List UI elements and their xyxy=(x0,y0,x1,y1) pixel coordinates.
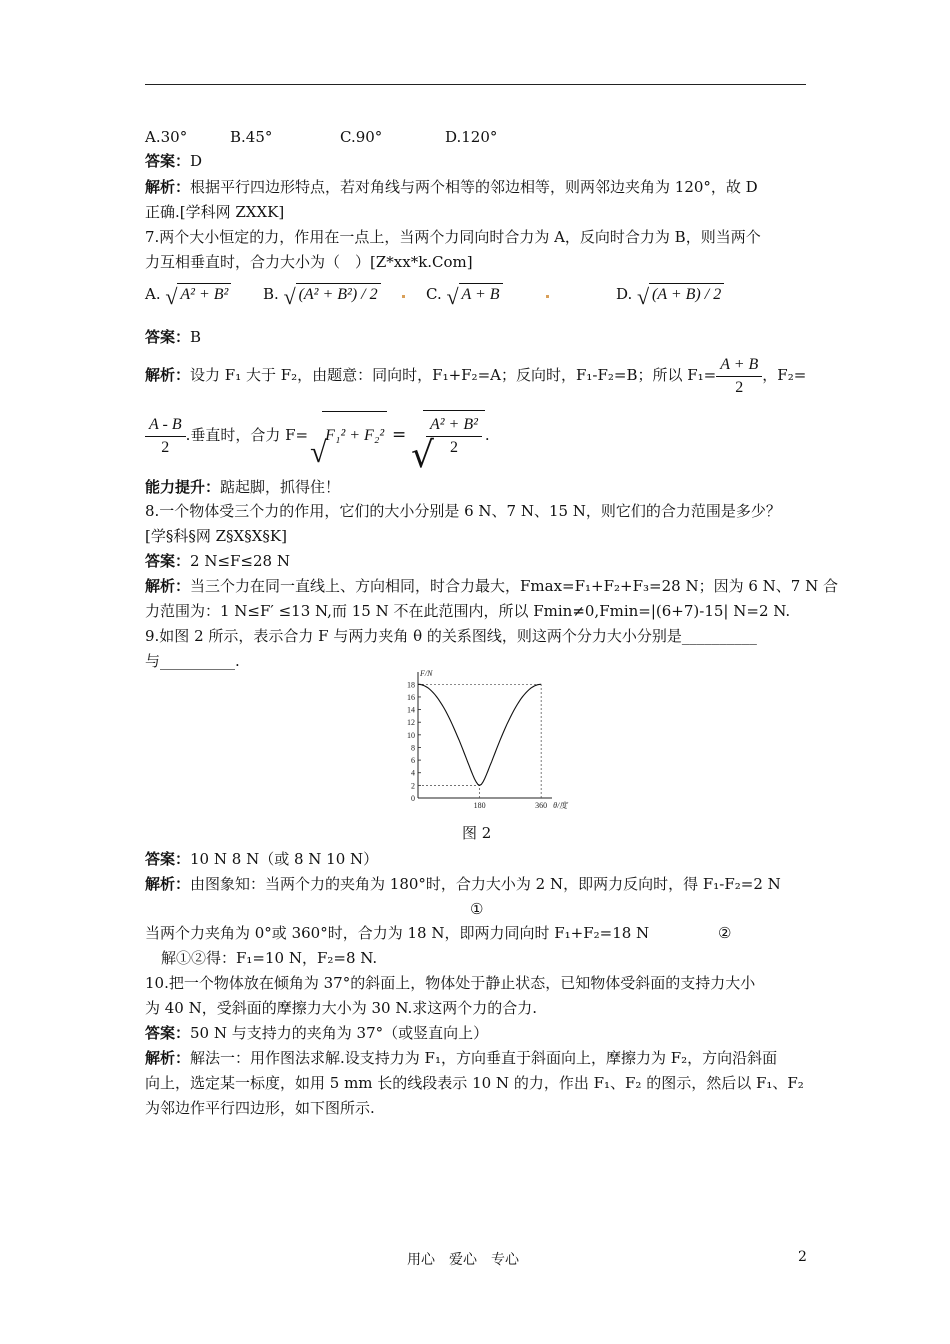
answer-value: 10 N 8 N（或 8 N 10 N） xyxy=(190,850,379,868)
header-rule xyxy=(145,84,806,85)
x-tick-label: 180 xyxy=(473,801,486,810)
y-tick-label: 16 xyxy=(407,692,415,702)
q10-question-line1: 10.把一个物体放在倾角为 37°的斜面上，物体处于静止状态，已知物体受斜面的支持力大小 xyxy=(145,974,756,992)
q6-option-d: D.120° xyxy=(445,128,498,146)
denominator: 2 xyxy=(161,438,170,456)
equation-mark-1: ① xyxy=(470,900,484,918)
analysis-label: 解析： xyxy=(145,1049,191,1067)
q8-analysis-line2: 力范围为：1 N≤F′ ≤13 N,而 15 N 不在此范围内，所以 Fmin≠0,Fmin=|(6+7)-15| N=2 N. xyxy=(145,602,791,620)
fraction-a-plus-b xyxy=(716,354,762,399)
q10-analysis-line3: 为邻边作平行四边形，如下图所示. xyxy=(145,1099,375,1117)
q10-analysis-line1 xyxy=(145,1047,777,1069)
analysis-text: 根据平行四边形特点，若对角线与两个相等的邻边相等，则两邻边夹角为 120°，故 D xyxy=(190,178,758,196)
q7-answer xyxy=(145,326,201,348)
option-label: A. xyxy=(145,285,161,303)
radicand: F₁² + F₂² xyxy=(322,411,387,460)
q9-question-line2: 与__________. xyxy=(145,652,240,670)
numerator: A² + B² xyxy=(426,414,482,437)
q8-answer xyxy=(145,550,290,572)
q9-question-line1: 9.如图 2 所示，表示合力 F 与两力夹角 θ 的关系图线，则这两个分力大小分别是__________ xyxy=(145,627,757,645)
y-tick-label: 12 xyxy=(407,718,415,728)
numerator: A + B xyxy=(716,354,762,377)
q10-question-line2: 为 40 N，受斜面的摩擦力大小为 30 N.求这两个力的合力. xyxy=(145,999,538,1017)
analysis-text: ，F₂= xyxy=(762,366,807,384)
y-tick-label: 8 xyxy=(411,743,415,753)
answer-label: 答案： xyxy=(145,152,191,170)
sqrt-expression: √ A² + B² xyxy=(165,283,231,306)
answer-value: 2 N≤F≤28 N xyxy=(190,552,290,570)
q10-answer xyxy=(145,1022,488,1044)
analysis-label: 解析： xyxy=(145,577,191,595)
radicand: A + B xyxy=(459,283,503,306)
stray-mark xyxy=(546,295,549,298)
equals-sign: = xyxy=(391,425,407,445)
q9-analysis-line1 xyxy=(145,873,781,895)
option-label: B. xyxy=(263,285,279,303)
sqrt-expression: √ (A² + B²) / 2 xyxy=(284,283,381,306)
figure-caption: 图 2 xyxy=(462,824,492,842)
ability-label: 能力提升： xyxy=(145,478,221,496)
radicand: A² + B² xyxy=(177,283,231,306)
sqrt-expression: √ (A + B) / 2 xyxy=(637,283,724,306)
radicand: (A² + B²) / 2 xyxy=(296,283,381,306)
answer-label: 答案： xyxy=(145,552,191,570)
sqrt-f1-f2: √ F₁² + F₂² xyxy=(310,411,387,460)
analysis-text: 解法一：用作图法求解.设支持力为 F₁，方向垂直于斜面向上，摩擦力为 F₂，方向沿斜面 xyxy=(190,1049,778,1067)
stray-mark xyxy=(402,295,405,298)
analysis-label: 解析： xyxy=(145,366,191,384)
q6-analysis-line1 xyxy=(145,176,758,198)
numerator: A - B xyxy=(145,414,186,437)
x-tick-label: 360 xyxy=(535,801,548,810)
analysis-text: 由图象知：当两个力的夹角为 180°时，合力大小为 2 N，即两力反向时，得 F₁-F₂=2 N xyxy=(190,875,781,893)
q6-option-c: C.90° xyxy=(340,128,383,146)
answer-value: B xyxy=(190,328,202,346)
y-tick-label: 18 xyxy=(407,680,415,690)
q10-analysis-line2: 向上，选定某一标度，如用 5 mm 长的线段表示 10 N 的力，作出 F₁、F₂ 的图示，然后以 F₁、F₂ xyxy=(145,1074,804,1092)
fraction-a2-b2 xyxy=(426,414,482,459)
q7-option-d xyxy=(616,283,724,309)
answer-value: 50 N 与支持力的夹角为 37°（或竖直向上） xyxy=(190,1024,489,1042)
y-tick-label: 6 xyxy=(411,756,415,766)
analysis-label: 解析： xyxy=(145,875,191,893)
figure-2-chart xyxy=(396,669,568,812)
equation-mark-2: ② xyxy=(718,924,732,942)
answer-label: 答案： xyxy=(145,328,191,346)
fraction-a-minus-b xyxy=(145,414,186,459)
period: . xyxy=(484,426,490,444)
answer-label: 答案： xyxy=(145,1024,191,1042)
data-curve xyxy=(418,684,541,785)
option-label: D. xyxy=(616,285,633,303)
page-number: 2 xyxy=(798,1249,807,1265)
ability-text: 踮起脚，抓得住！ xyxy=(220,478,341,496)
q8-analysis-line1 xyxy=(145,575,838,597)
q8-question-line1: 8.一个物体受三个力的作用，它们的大小分别是 6 N、7 N、15 N，则它们的合力范围是多少？ xyxy=(145,502,781,520)
y-tick-label: 14 xyxy=(407,705,415,715)
analysis-text: 设力 F₁ 大于 F₂，由题意：同向时，F₁+F₂=A；反向时，F₁-F₂=B；所以 F₁= xyxy=(190,366,717,384)
y-tick-label: 2 xyxy=(411,781,415,791)
footer-motto: 用心 爱心 专心 xyxy=(407,1252,519,1268)
x-axis-label: θ/度 xyxy=(553,801,568,810)
answer-value: D xyxy=(190,152,203,170)
option-label: C. xyxy=(426,285,442,303)
q6-option-a: A.30° xyxy=(145,128,188,146)
q6-option-b: B.45° xyxy=(230,128,273,146)
q9-analysis-line3: 解①②得：F₁=10 N，F₂=8 N. xyxy=(161,949,378,967)
q7-question-line1: 7.两个大小恒定的力，作用在一点上，当两个力同向时合力为 A，反向时合力为 B，则当两个 xyxy=(145,228,761,246)
q7-analysis-line1 xyxy=(145,352,806,399)
q7-option-b xyxy=(263,283,381,309)
q7-option-a xyxy=(145,283,231,309)
denominator: 2 xyxy=(449,438,458,456)
sqrt-fraction: √ $\frac{\text{A² + B²}}{2}$ xyxy=(411,410,485,459)
y-tick-label: 4 xyxy=(411,768,415,778)
q7-question-line2: 力互相垂直时，合力大小为（ ）[Z*xx*k.Com] xyxy=(145,253,473,271)
radicand: (A + B) / 2 xyxy=(649,283,724,306)
ability-heading xyxy=(145,476,340,498)
analysis-text: .垂直时，合力 F= xyxy=(185,426,309,444)
q9-analysis-line2: 当两个力夹角为 0°或 360°时，合力为 18 N，即两力同向时 F₁+F₂=18 N xyxy=(145,924,650,942)
y-tick-label: 10 xyxy=(407,730,415,740)
analysis-text: 当三个力在同一直线上、方向相同，时合力最大，Fmax=F₁+F₂+F₃=28 N；因为 6 N、7 N 合 xyxy=(190,577,838,595)
q7-option-c xyxy=(426,283,503,309)
analysis-label: 解析： xyxy=(145,178,191,196)
y-tick-label: 0 xyxy=(411,794,415,803)
q7-analysis-line2 xyxy=(145,410,490,476)
answer-label: 答案： xyxy=(145,850,191,868)
y-axis-label: F/N xyxy=(420,669,433,678)
denominator: 2 xyxy=(735,378,744,396)
q8-question-line2: [学§科§网 Z§X§X§K] xyxy=(145,527,287,545)
sqrt-expression: √ A + B xyxy=(447,283,503,306)
q9-answer xyxy=(145,848,378,870)
q6-answer xyxy=(145,150,202,172)
q6-analysis-line2: 正确.[学科网 ZXXK] xyxy=(145,203,285,221)
